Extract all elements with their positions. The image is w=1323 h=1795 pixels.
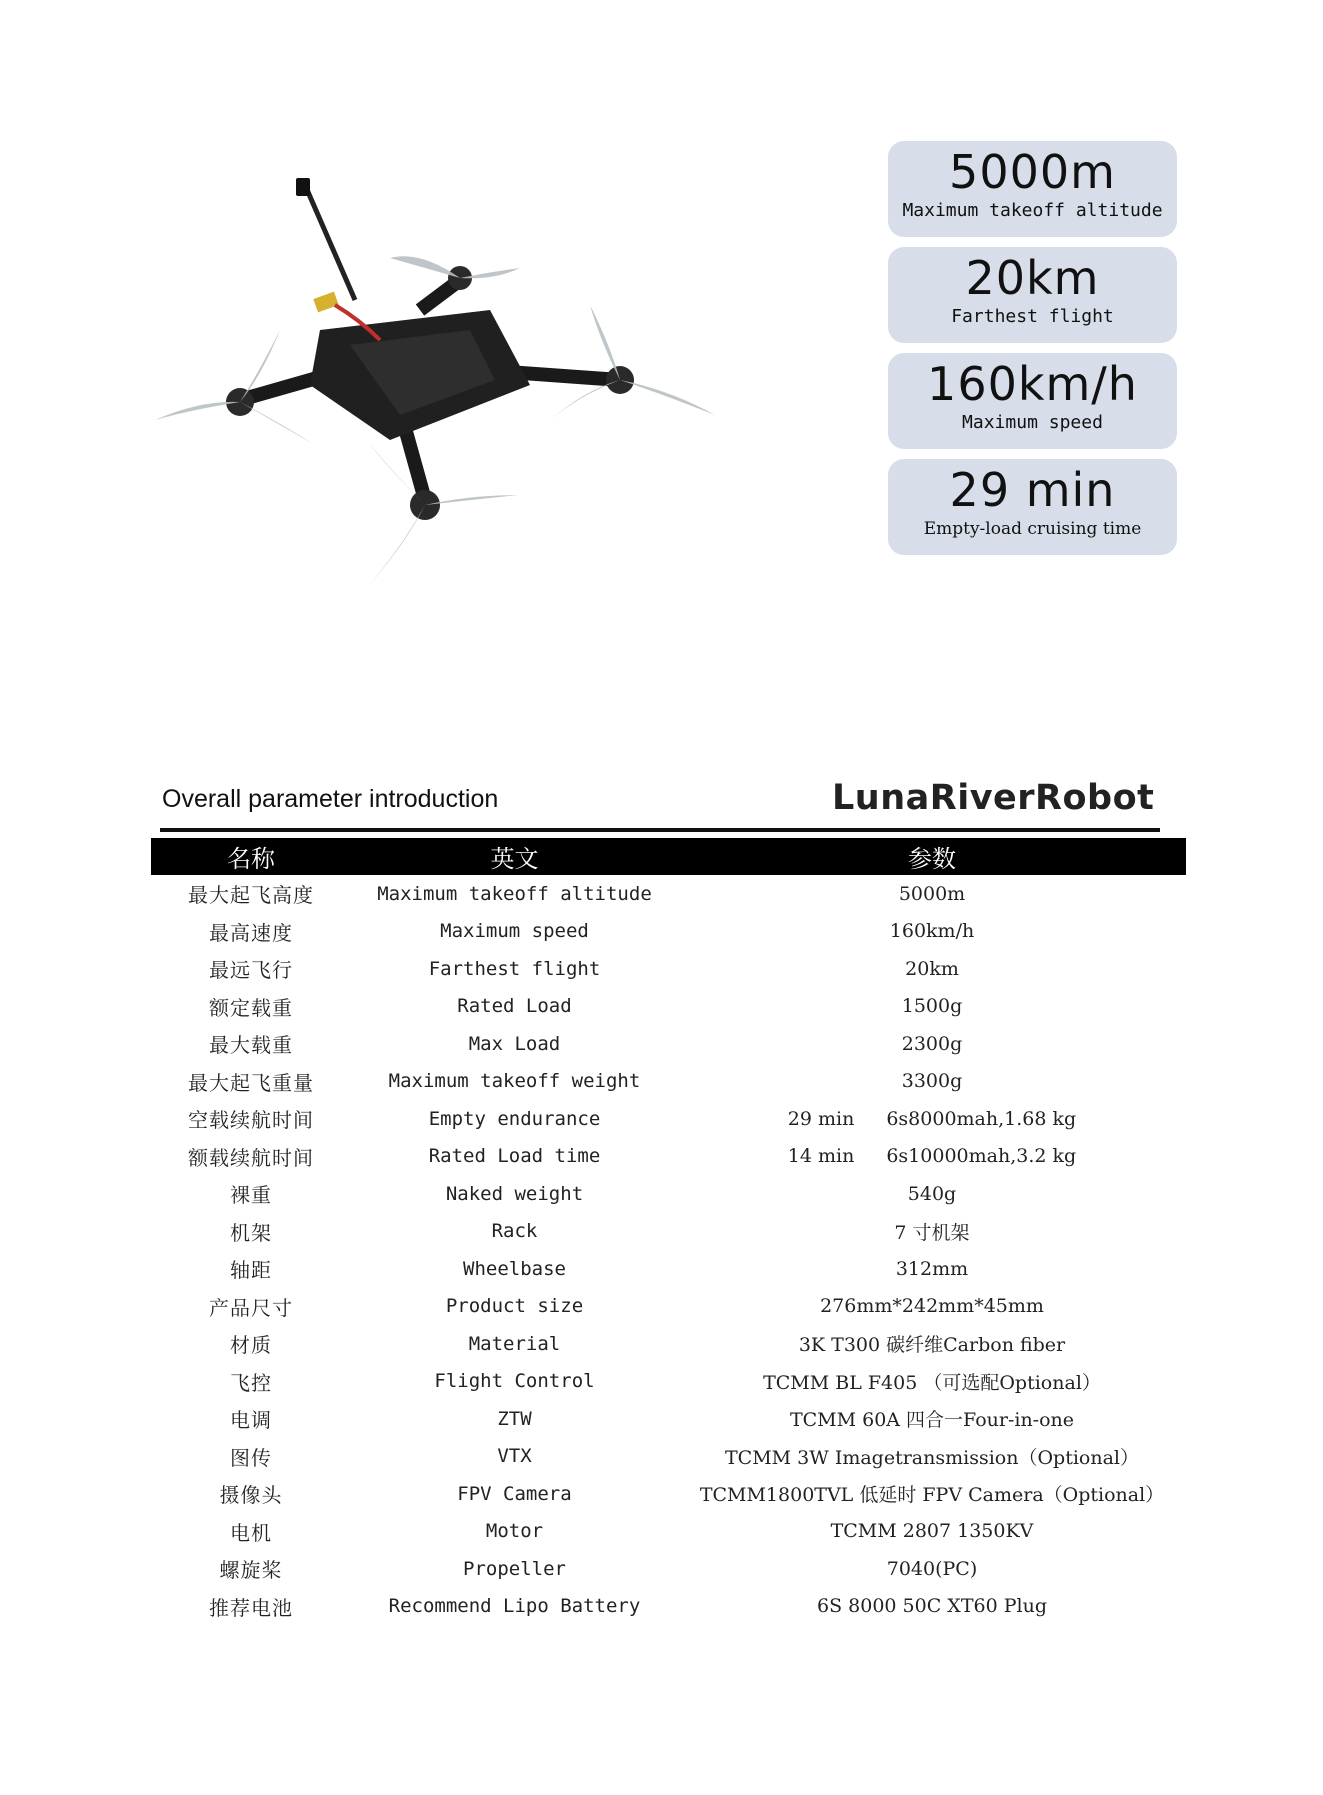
row-value bbox=[678, 1108, 1186, 1130]
row-name-en: Propeller bbox=[463, 1557, 566, 1580]
row-name-cn: 电机 bbox=[230, 1520, 272, 1545]
row-name-cn: 空载续航时间 bbox=[188, 1108, 314, 1133]
table-row bbox=[151, 988, 1186, 1026]
row-name-en: Wheelbase bbox=[463, 1257, 566, 1280]
table-row bbox=[151, 1325, 1186, 1363]
table-header bbox=[151, 838, 1186, 875]
row-name-cn: 最远飞行 bbox=[209, 958, 293, 983]
row-name-en: Flight Control bbox=[434, 1370, 595, 1393]
table-row bbox=[151, 1400, 1186, 1438]
stat-value: 160km/h bbox=[927, 357, 1138, 411]
row-name-cn: 最大载重 bbox=[209, 1033, 293, 1058]
row-name-cn: 最大起飞高度 bbox=[188, 883, 314, 908]
row-name-en: Max Load bbox=[468, 1032, 561, 1055]
row-value: TCMM 60A 四合一Four-in-one bbox=[789, 1409, 1075, 1432]
table-row bbox=[151, 1363, 1186, 1401]
row-value: 7 寸机架 bbox=[894, 1221, 970, 1244]
row-value-battery: 6s10000mah,3.2 kg bbox=[886, 1145, 1077, 1168]
row-name-en: Farthest flight bbox=[428, 957, 601, 980]
row-name-en: VTX bbox=[497, 1445, 532, 1468]
row-name-cn: 机架 bbox=[230, 1220, 272, 1245]
row-value bbox=[678, 1145, 1186, 1167]
stat-value: 5000m bbox=[949, 145, 1116, 199]
drone-image bbox=[150, 170, 750, 610]
table-row bbox=[151, 1250, 1186, 1288]
row-value: 540g bbox=[907, 1182, 957, 1205]
stat-label: Maximum takeoff altitude bbox=[902, 200, 1163, 221]
row-value: 6S 8000 50C XT60 Plug bbox=[817, 1595, 1047, 1618]
table-row bbox=[151, 1588, 1186, 1626]
row-value: 7040(PC) bbox=[886, 1557, 978, 1580]
row-name-cn: 图传 bbox=[230, 1445, 272, 1470]
header-cell: 参数 bbox=[908, 845, 956, 873]
row-name-cn: 额定载重 bbox=[209, 995, 293, 1020]
row-name-en: Rack bbox=[491, 1220, 538, 1243]
row-name-cn: 最高速度 bbox=[209, 920, 293, 945]
table-row bbox=[151, 950, 1186, 988]
row-name-en: Empty endurance bbox=[428, 1107, 601, 1130]
row-name-en: ZTW bbox=[497, 1407, 532, 1430]
table-row bbox=[151, 1138, 1186, 1176]
row-name-cn: 飞控 bbox=[230, 1370, 272, 1395]
stat-card-altitude bbox=[888, 141, 1177, 237]
divider bbox=[160, 828, 1160, 832]
row-name-cn: 摄像头 bbox=[219, 1483, 283, 1508]
row-name-en: Product size bbox=[445, 1295, 584, 1318]
stat-value: 29 min bbox=[949, 463, 1116, 517]
row-value: 312mm bbox=[895, 1257, 969, 1280]
table-row bbox=[151, 1175, 1186, 1213]
table-row bbox=[151, 1213, 1186, 1251]
header-cell: 名称 bbox=[227, 845, 275, 873]
row-value: 3300g bbox=[901, 1070, 963, 1093]
row-value-battery: 6s8000mah,1.68 kg bbox=[886, 1107, 1077, 1130]
row-name-cn: 螺旋桨 bbox=[219, 1558, 283, 1583]
row-value: 160km/h bbox=[889, 920, 975, 943]
row-name-en: Maximum takeoff altitude bbox=[377, 882, 652, 905]
row-name-cn: 材质 bbox=[230, 1333, 272, 1358]
table-row bbox=[151, 1438, 1186, 1476]
table-row bbox=[151, 875, 1186, 913]
row-value-time: 14 min bbox=[787, 1145, 855, 1168]
row-name-en: Rated Load time bbox=[428, 1145, 601, 1168]
stat-value: 20km bbox=[965, 251, 1100, 305]
table-row bbox=[151, 1100, 1186, 1138]
brand-logo: LunaRiverRobot bbox=[832, 778, 1155, 818]
stats-panel bbox=[888, 141, 1177, 565]
row-value: TCMM 2807 1350KV bbox=[830, 1520, 1034, 1543]
row-name-en: FPV Camera bbox=[457, 1482, 572, 1505]
row-name-en: Material bbox=[468, 1332, 561, 1355]
row-name-en: Maximum speed bbox=[440, 920, 589, 943]
row-value: TCMM 3W Imagetransmission（Optional） bbox=[725, 1446, 1139, 1469]
row-name-cn: 电调 bbox=[230, 1408, 272, 1433]
row-value: TCMM BL F405 （可选配Optional） bbox=[763, 1371, 1101, 1394]
stat-card-flight bbox=[888, 247, 1177, 343]
row-name-en: Recommend Lipo Battery bbox=[388, 1595, 641, 1618]
stat-label: Farthest flight bbox=[951, 306, 1114, 327]
row-value: 276mm*242mm*45mm bbox=[820, 1295, 1044, 1318]
stat-label: Empty-load cruising time bbox=[923, 519, 1142, 539]
row-value-time: 29 min bbox=[787, 1107, 855, 1130]
row-name-en: Rated Load bbox=[457, 995, 572, 1018]
table-row bbox=[151, 1550, 1186, 1588]
table-body bbox=[151, 875, 1186, 1625]
table-row bbox=[151, 1025, 1186, 1063]
table-row bbox=[151, 1513, 1186, 1551]
row-name-cn: 推荐电池 bbox=[209, 1595, 293, 1620]
row-value: 5000m bbox=[898, 882, 966, 905]
row-name-en: Motor bbox=[485, 1520, 544, 1543]
row-name-cn: 轴距 bbox=[230, 1258, 272, 1283]
header-cell: 英文 bbox=[490, 845, 539, 873]
row-name-cn: 最大起飞重量 bbox=[188, 1070, 314, 1095]
row-name-cn: 裸重 bbox=[230, 1183, 272, 1208]
stat-card-cruise bbox=[888, 459, 1177, 555]
row-name-cn: 额载续航时间 bbox=[188, 1145, 314, 1170]
row-name-en: Maximum takeoff weight bbox=[388, 1070, 641, 1093]
table-row bbox=[151, 1288, 1186, 1326]
stat-card-speed bbox=[888, 353, 1177, 449]
parameter-table bbox=[151, 838, 1186, 1625]
stat-label: Maximum speed bbox=[962, 412, 1103, 433]
table-row bbox=[151, 1475, 1186, 1513]
table-row bbox=[151, 913, 1186, 951]
row-name-en: Naked weight bbox=[445, 1182, 584, 1205]
row-value: 3K T300 碳纤维Carbon fiber bbox=[798, 1334, 1066, 1357]
row-value: 20km bbox=[905, 957, 959, 980]
row-value: 2300g bbox=[901, 1032, 963, 1055]
row-name-cn: 产品尺寸 bbox=[209, 1295, 293, 1320]
row-value: 1500g bbox=[901, 995, 963, 1018]
table-row bbox=[151, 1063, 1186, 1101]
section-title: Overall parameter introduction bbox=[162, 785, 499, 813]
row-value: TCMM1800TVL 低延时 FPV Camera（Optional） bbox=[699, 1484, 1165, 1507]
